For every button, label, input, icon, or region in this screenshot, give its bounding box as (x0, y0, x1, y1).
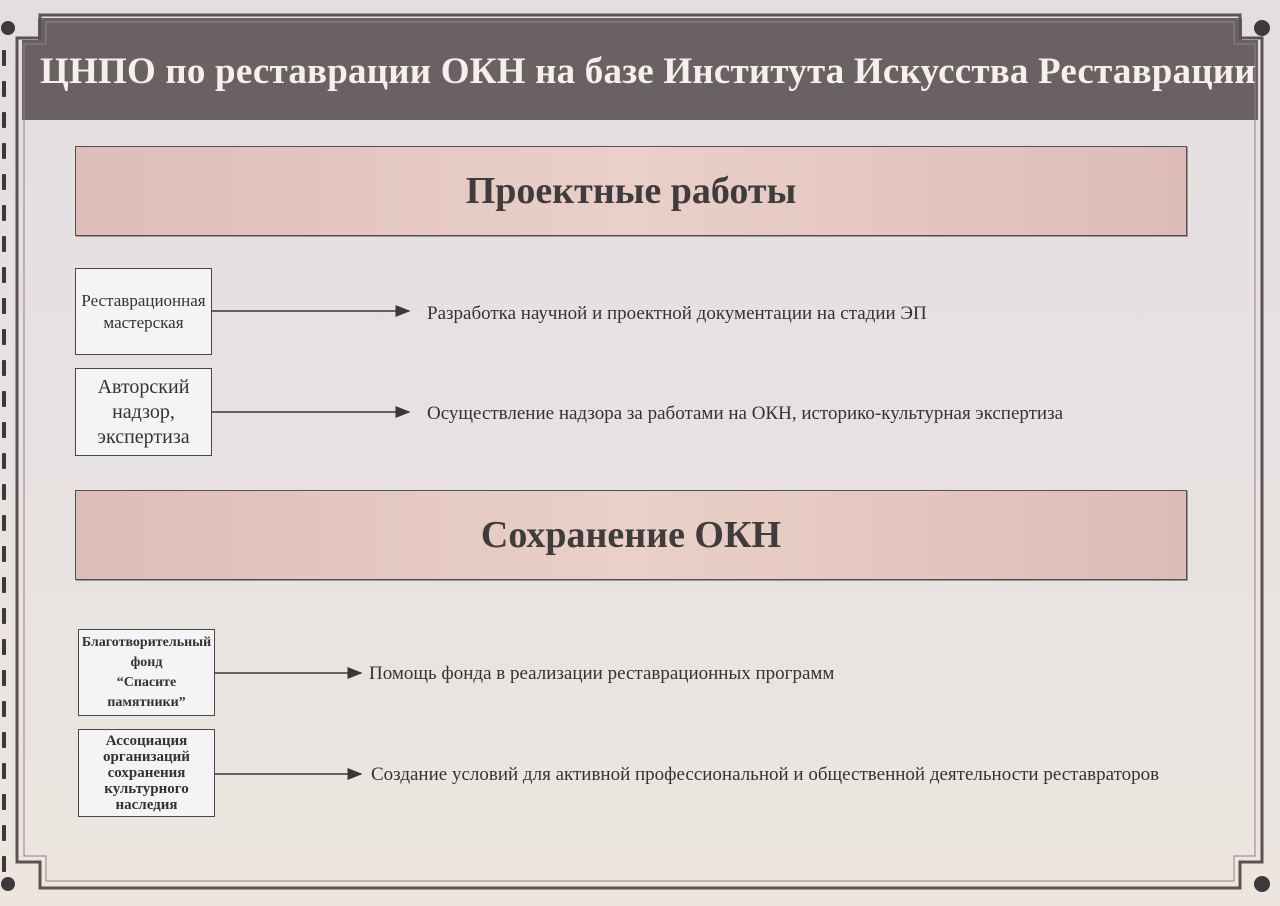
section-heading-text: Сохранение ОКН (480, 514, 782, 556)
section-heading-text: Проектные работы (465, 170, 797, 212)
box-line: Реставрационная (81, 290, 206, 310)
box-line: сохранения (107, 765, 186, 781)
description-author-supervision: Осуществление надзора за работами на ОКН, историко-культурная экспертиза (427, 403, 1064, 424)
box-line: культурного (104, 781, 189, 797)
box-line: мастерская (103, 312, 184, 332)
page-title: ЦНПО по реставрации ОКН на базе Института Искусства Реставрации (40, 51, 1256, 92)
box-line: “Спасите памятники” (107, 674, 186, 710)
box-line: экспертиза (97, 425, 190, 448)
box-line: организаций (103, 749, 190, 765)
description-charity-fund: Помощь фонда в реализации реставрационных программ (369, 663, 835, 684)
description-heritage-association: Создание условий для активной профессиональной и общественной деятельности реставраторов (371, 764, 1160, 785)
box-line: наследия (115, 797, 178, 813)
box-line: фонд (130, 654, 163, 670)
box-line: Ассоциация (105, 733, 188, 749)
box-line: Благотворительный (81, 634, 212, 650)
description-restoration-workshop: Разработка научной и проектной документации на стадии ЭП (427, 303, 927, 324)
box-line: Авторский (97, 375, 190, 398)
box-line: надзор, (112, 400, 175, 423)
